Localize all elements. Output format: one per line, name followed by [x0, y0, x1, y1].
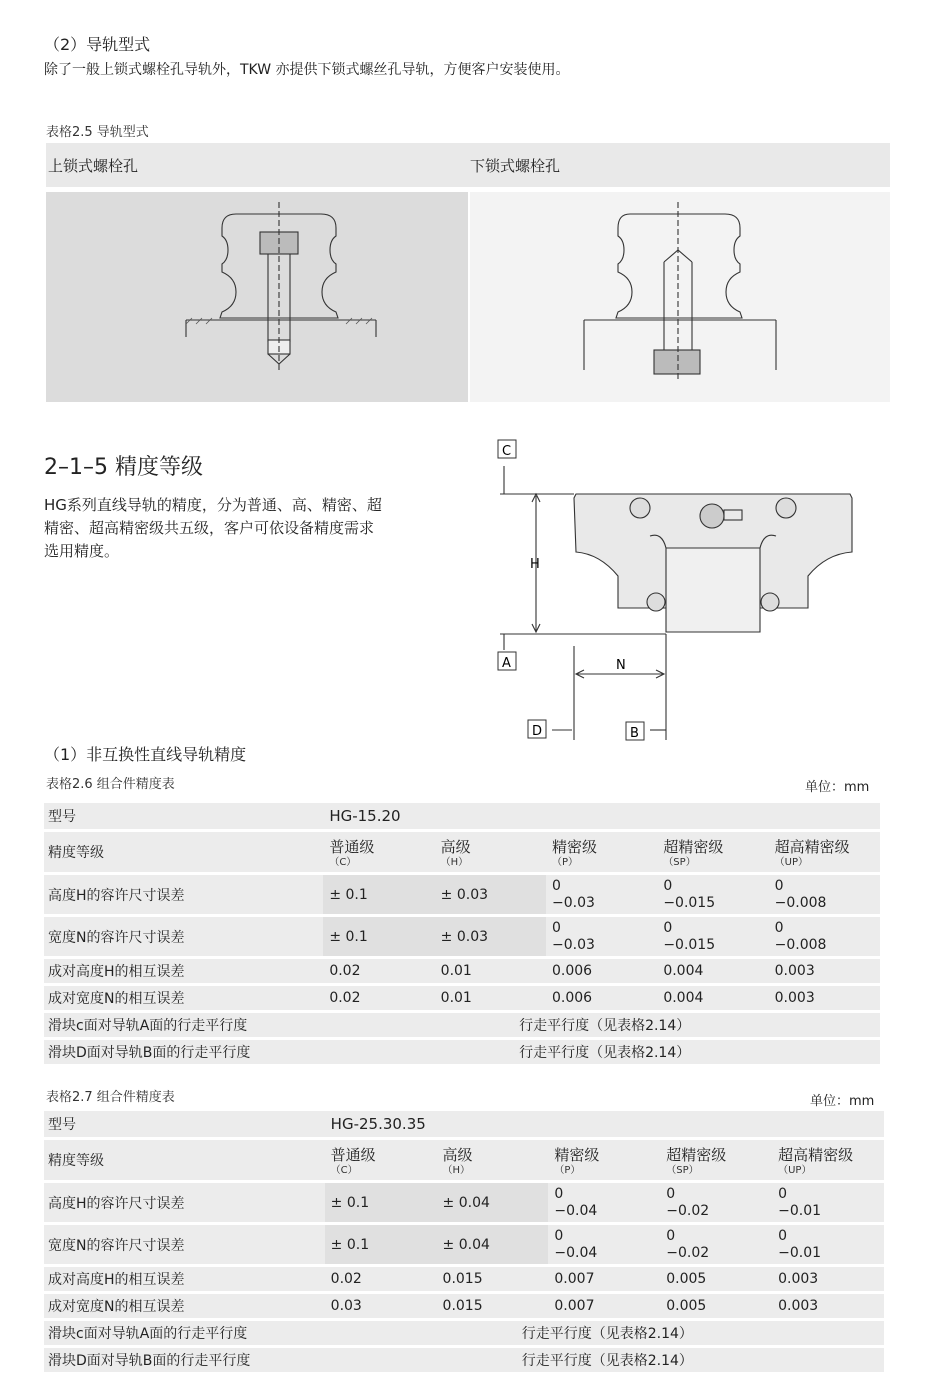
row-value: 0.02 — [323, 959, 434, 983]
parallel-row — [44, 1321, 884, 1345]
row-value: ± 0.1 — [323, 875, 434, 914]
grade-name: 高级 — [440, 837, 471, 856]
value-part: 0 — [666, 1185, 676, 1202]
row-value: 0.01 — [435, 959, 546, 983]
row-value — [772, 1225, 884, 1264]
top-lock-rail-figure — [46, 192, 468, 402]
accuracy-section-title: 2–1–5 精度等级 — [44, 455, 203, 480]
value-part: −0.03 — [551, 936, 595, 953]
row-value: 0.004 — [657, 986, 768, 1010]
row-value: 0.015 — [437, 1267, 549, 1291]
ref-label-d: D — [532, 724, 543, 739]
row-value — [660, 1183, 772, 1222]
accuracy-table-2-6 — [44, 800, 880, 1067]
rail-type-header-row — [46, 143, 890, 187]
grade-code: （P） — [554, 1164, 581, 1176]
table-row — [44, 1183, 884, 1222]
accuracy-body-line1: HG系列直线导轨的精度，分为普通、高、精密、超 — [44, 496, 382, 514]
row-value — [660, 1225, 772, 1264]
table-row — [44, 1267, 884, 1291]
model-row — [44, 1111, 884, 1137]
value-part: 0 — [666, 1227, 676, 1244]
grade-header-1 — [437, 1140, 549, 1180]
rail-type-description: 除了一般上锁式螺栓孔导轨外，TKW 亦提供下锁式螺丝孔导轨，方便客户安装使用。 — [44, 62, 570, 78]
row-value — [546, 917, 657, 956]
accuracy-body-line2: 精密、超高精密级共五级，客户可依设备精度需求 — [44, 519, 375, 537]
parallel-label: 滑块D面对导轨B面的行走平行度 — [44, 1040, 323, 1064]
row-value — [548, 1183, 660, 1222]
ref-label-h: H — [530, 557, 540, 572]
grade-name: 普通级 — [330, 1145, 376, 1164]
grade-name: 超高精密级 — [774, 837, 850, 856]
model-label: 型号 — [44, 1111, 325, 1137]
value-part: −0.01 — [778, 1202, 822, 1219]
grade-name: 超精密级 — [666, 1145, 727, 1164]
grade-name: 精密级 — [554, 1145, 600, 1164]
grade-label: 精度等级 — [44, 1140, 325, 1180]
row-value: ± 0.03 — [435, 917, 546, 956]
parallel-label: 滑块c面对导轨A面的行走平行度 — [44, 1321, 325, 1345]
row-label: 成对高度H的相互误差 — [44, 1267, 325, 1291]
value-part: 0 — [554, 1227, 564, 1244]
parallel-value: 行走平行度（见表格2.14） — [325, 1348, 884, 1372]
top-lock-rail-drawing — [46, 192, 468, 402]
row-label: 宽度N的容许尺寸误差 — [44, 1225, 325, 1264]
value-part: −0.01 — [778, 1244, 822, 1261]
parallel-label: 滑块D面对导轨B面的行走平行度 — [44, 1348, 325, 1372]
rail-type-heading: （2）导轨型式 — [44, 35, 151, 54]
value-part: 0 — [663, 919, 673, 936]
row-value: 0.006 — [546, 959, 657, 983]
row-value — [657, 917, 768, 956]
accuracy-reference-diagram — [490, 436, 870, 746]
parallel-value: 行走平行度（见表格2.14） — [323, 1040, 880, 1064]
row-value: 0.007 — [548, 1267, 660, 1291]
parallel-row — [44, 1013, 880, 1037]
value-part: 0 — [774, 919, 784, 936]
row-value: 0.02 — [325, 1267, 437, 1291]
value-part: −0.04 — [554, 1244, 598, 1261]
row-value — [772, 1183, 884, 1222]
row-value: 0.03 — [325, 1294, 437, 1318]
row-label: 成对宽度N的相互误差 — [44, 1294, 325, 1318]
grade-code: （C） — [329, 856, 357, 868]
ref-label-c: C — [502, 444, 512, 459]
grade-header-4 — [769, 832, 880, 872]
grade-code: （UP） — [774, 856, 808, 868]
grade-name: 普通级 — [329, 837, 375, 856]
row-label: 成对高度H的相互误差 — [44, 959, 323, 983]
ref-label-b: B — [630, 726, 639, 741]
row-value: 0.01 — [435, 986, 546, 1010]
value-part: 0 — [774, 877, 784, 894]
parallel-row — [44, 1348, 884, 1372]
value-part: −0.02 — [666, 1202, 710, 1219]
row-value — [769, 875, 880, 914]
parallel-value: 行走平行度（见表格2.14） — [325, 1321, 884, 1345]
row-value — [546, 875, 657, 914]
grade-header-0 — [323, 832, 434, 872]
row-label: 成对宽度N的相互误差 — [44, 986, 323, 1010]
grade-header-3 — [657, 832, 768, 872]
rail-col-right-label: 下锁式螺栓孔 — [470, 157, 561, 175]
model-value: HG-15.20 — [323, 803, 880, 829]
grade-header-1 — [435, 832, 546, 872]
table-caption-2-7: 表格2.7 组合件精度表 — [46, 1090, 175, 1105]
bottom-lock-rail-figure — [470, 192, 890, 402]
table-caption-2-6: 表格2.6 组合件精度表 — [46, 777, 175, 792]
value-part: 0 — [551, 919, 561, 936]
grade-row — [44, 1140, 884, 1180]
grade-code: （H） — [442, 1164, 471, 1176]
rail-col-left-label: 上锁式螺栓孔 — [48, 157, 139, 175]
table-row — [44, 986, 880, 1010]
row-value: 0.005 — [660, 1294, 772, 1318]
value-part: −0.04 — [554, 1202, 598, 1219]
value-part: −0.03 — [551, 894, 595, 911]
row-value: 0.004 — [657, 959, 768, 983]
grade-code: （H） — [440, 856, 469, 868]
grade-code: （SP） — [663, 856, 696, 868]
row-value: ± 0.03 — [435, 875, 546, 914]
table-row — [44, 959, 880, 983]
row-value: 0.003 — [769, 959, 880, 983]
grade-header-3 — [660, 1140, 772, 1180]
value-part: 0 — [554, 1185, 564, 1202]
table-2-7-unit: 单位：mm — [810, 1094, 875, 1109]
row-value — [769, 917, 880, 956]
value-part: −0.008 — [774, 936, 827, 953]
row-value: 0.006 — [546, 986, 657, 1010]
row-label: 高度H的容许尺寸误差 — [44, 875, 323, 914]
ref-label-a: A — [502, 656, 511, 671]
table-row — [44, 1225, 884, 1264]
table-row — [44, 875, 880, 914]
model-label: 型号 — [44, 803, 323, 829]
model-row — [44, 803, 880, 829]
row-value: ± 0.1 — [325, 1225, 437, 1264]
table-2-6-unit: 单位：mm — [805, 780, 870, 795]
grade-code: （UP） — [778, 1164, 812, 1176]
ref-label-n: N — [616, 658, 626, 673]
value-part: −0.015 — [663, 936, 716, 953]
row-label: 高度H的容许尺寸误差 — [44, 1183, 325, 1222]
row-value: ± 0.04 — [437, 1183, 549, 1222]
row-label: 宽度N的容许尺寸误差 — [44, 917, 323, 956]
value-part: −0.015 — [663, 894, 716, 911]
non-interchangeable-subheading: （1）非互换性直线导轨精度 — [44, 745, 247, 764]
grade-row — [44, 832, 880, 872]
grade-header-4 — [772, 1140, 884, 1180]
table-row — [44, 1294, 884, 1318]
row-value — [657, 875, 768, 914]
grade-header-0 — [325, 1140, 437, 1180]
accuracy-table-2-7 — [44, 1108, 884, 1375]
grade-name: 高级 — [442, 1145, 473, 1164]
accuracy-body-line3: 选用精度。 — [44, 542, 120, 560]
value-part: 0 — [778, 1185, 788, 1202]
row-value: 0.007 — [548, 1294, 660, 1318]
row-value: 0.005 — [660, 1267, 772, 1291]
value-part: 0 — [663, 877, 673, 894]
value-part: 0 — [778, 1227, 788, 1244]
table-row — [44, 917, 880, 956]
model-value: HG-25.30.35 — [325, 1111, 884, 1137]
row-value — [548, 1225, 660, 1264]
table-caption-2-5: 表格2.5 导轨型式 — [46, 125, 149, 140]
row-value: 0.003 — [772, 1294, 884, 1318]
grade-name: 精密级 — [551, 837, 597, 856]
grade-code: （C） — [330, 1164, 358, 1176]
row-value: ± 0.1 — [323, 917, 434, 956]
parallel-row — [44, 1040, 880, 1064]
value-part: −0.008 — [774, 894, 827, 911]
grade-name: 超高精密级 — [778, 1145, 854, 1164]
grade-code: （SP） — [666, 1164, 699, 1176]
grade-header-2 — [546, 832, 657, 872]
row-value: ± 0.1 — [325, 1183, 437, 1222]
grade-header-2 — [548, 1140, 660, 1180]
value-part: 0 — [551, 877, 561, 894]
row-value: 0.02 — [323, 986, 434, 1010]
row-value: ± 0.04 — [437, 1225, 549, 1264]
value-part: −0.02 — [666, 1244, 710, 1261]
parallel-label: 滑块c面对导轨A面的行走平行度 — [44, 1013, 323, 1037]
grade-name: 超精密级 — [663, 837, 724, 856]
row-value: 0.015 — [437, 1294, 549, 1318]
row-value: 0.003 — [769, 986, 880, 1010]
bottom-lock-rail-drawing — [470, 192, 890, 402]
row-value: 0.003 — [772, 1267, 884, 1291]
parallel-value: 行走平行度（见表格2.14） — [323, 1013, 880, 1037]
grade-code: （P） — [551, 856, 579, 868]
grade-label: 精度等级 — [44, 832, 323, 872]
